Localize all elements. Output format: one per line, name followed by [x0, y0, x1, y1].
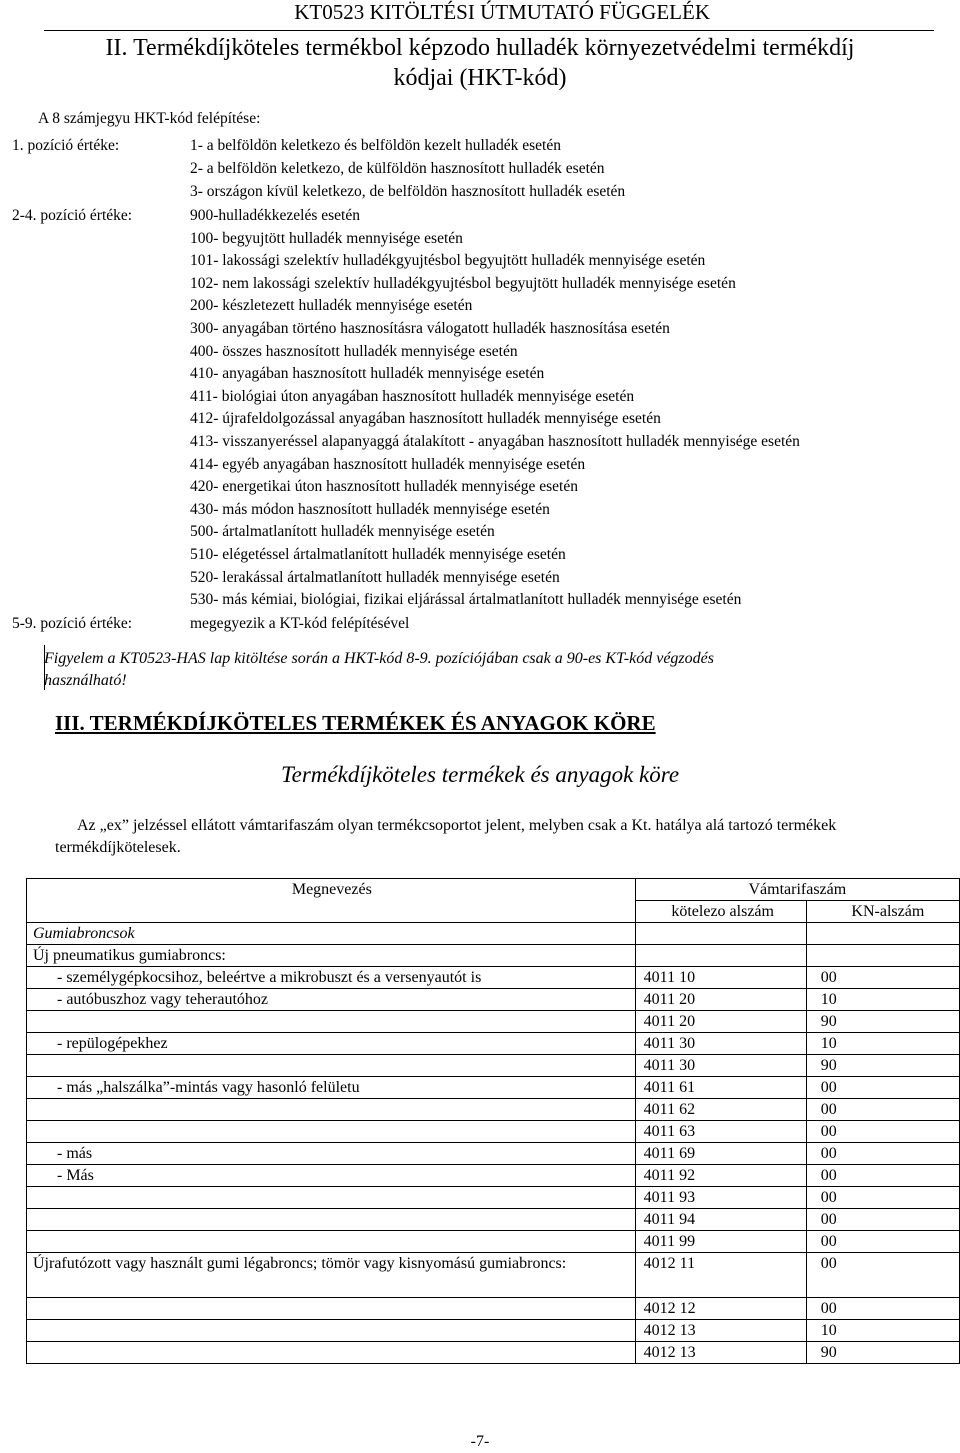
- position-code-item: 420- energetikai úton hasznosított hulladék mennyisége esetén: [190, 478, 578, 496]
- row-name: [27, 1099, 636, 1121]
- pos59-value: megegyezik a KT-kód felépítésével: [190, 615, 410, 632]
- position-code-item: 1- a belföldön keletkezo és belföldön kezelt hulladék esetén: [190, 137, 561, 154]
- table-row: [27, 1099, 960, 1121]
- row-mandatory-code: 4011 92: [635, 1165, 806, 1187]
- table-row: [27, 1121, 960, 1143]
- row-kn-code: 00: [806, 1077, 959, 1099]
- row-kn-code: 10: [806, 989, 959, 1011]
- position-code-item: 412- újrafeldolgozással anyagában hasznosított hulladék mennyisége esetén: [190, 410, 661, 428]
- position-code-item: 411- biológiai úton anyagában hasznosított hulladék mennyisége esetén: [190, 387, 635, 405]
- table-row: [27, 1253, 960, 1298]
- row-name: [27, 1187, 636, 1209]
- position-code-item: 900-hulladékkezelés esetén: [190, 207, 360, 224]
- page-number: -7-: [470, 1433, 490, 1450]
- row-mandatory-code: 4012 11: [635, 1253, 806, 1298]
- position-code-item: 100- begyujtött hulladék mennyisége esetén: [190, 229, 463, 247]
- table-row: [27, 1055, 960, 1077]
- table-row: [27, 967, 960, 989]
- row-name: Új pneumatikus gumiabroncs:: [27, 945, 636, 967]
- row-name: - személygépkocsihoz, beleértve a mikrobuszt és a versenyautót is: [27, 967, 636, 989]
- table-row: [27, 1033, 960, 1055]
- position-code-item: 510- elégetéssel ártalmatlanított hulladék mennyisége esetén: [190, 546, 566, 563]
- position-code-item: 102- nem lakossági szelektív hulladékgyujtésbol begyujtött hulladék mennyisége esetén: [190, 274, 736, 292]
- row-name: Újrafutózott vagy használt gumi légabroncs; tömör vagy kisnyomású gumiabroncs:: [27, 1253, 636, 1298]
- position-code-item: 430- más módon hasznosított hulladék mennyisége esetén: [190, 500, 550, 518]
- section3-subtitle: Termékdíjköteles termékek és anyagok köre: [280, 762, 680, 787]
- position-code-item: 400- összes hasznosított hulladék mennyisége esetén: [190, 342, 518, 360]
- section3-title: III. TERMÉKDÍJKÖTELES TERMÉKEK ÉS ANYAGOK KÖRE: [55, 711, 656, 735]
- row-name: - más: [27, 1143, 636, 1165]
- running-header: KT0523 KITÖLTÉSI ÚTMUTATÓ FÜGGELÉK: [294, 0, 710, 24]
- table-row: [27, 1077, 960, 1099]
- table-row: [27, 1342, 960, 1364]
- row-mandatory-code: 4011 20: [635, 989, 806, 1011]
- row-mandatory-code: [635, 923, 806, 945]
- row-mandatory-code: 4011 99: [635, 1231, 806, 1253]
- hkt-structure-label: A 8 számjegyu HKT-kód felépítése:: [38, 110, 261, 127]
- row-mandatory-code: 4011 30: [635, 1055, 806, 1077]
- row-name: Gumiabroncsok: [27, 923, 636, 945]
- pos24-label: 2-4. pozíció értéke:: [12, 207, 133, 224]
- position-code-item: 414- egyéb anyagában hasznosított hulladék mennyisége esetén: [190, 455, 586, 473]
- position-code-item: 500- ártalmatlanított hulladék mennyisége esetén: [190, 523, 495, 541]
- position-code-item: 300- anyagában történo hasznosításra válogatott hulladék hasznosítása esetén: [190, 320, 670, 337]
- row-mandatory-code: 4011 63: [635, 1121, 806, 1143]
- row-kn-code: 00: [806, 1187, 959, 1209]
- pos59-label: 5-9. pozíció értéke:: [12, 615, 133, 632]
- row-kn-code: 00: [806, 1099, 959, 1121]
- table-row: [27, 1187, 960, 1209]
- row-kn-code: 90: [806, 1011, 959, 1033]
- col-tariff-header: Vámtarifaszám: [635, 879, 959, 901]
- position-code-item: 410- anyagában hasznosított hulladék mennyisége esetén: [190, 365, 545, 383]
- row-kn-code: 00: [806, 1165, 959, 1187]
- table-row: [27, 989, 960, 1011]
- row-name: [27, 1320, 636, 1342]
- row-kn-code: 10: [806, 1033, 959, 1055]
- row-mandatory-code: 4011 93: [635, 1187, 806, 1209]
- product-table: [26, 878, 960, 1364]
- table-row: [27, 1209, 960, 1231]
- row-mandatory-code: 4011 69: [635, 1143, 806, 1165]
- row-kn-code: 00: [806, 1121, 959, 1143]
- row-mandatory-code: 4011 61: [635, 1077, 806, 1099]
- row-mandatory-code: 4011 20: [635, 1011, 806, 1033]
- note-line1: Figyelem a KT0523-HAS lap kitöltése során a HKT-kód 8-9. pozíciójában csak a 90-es KT-kód végzodés: [44, 650, 714, 667]
- table-row: [27, 1231, 960, 1253]
- note-line2: használható!: [44, 672, 127, 689]
- row-mandatory-code: 4011 94: [635, 1209, 806, 1231]
- table-row: [27, 1165, 960, 1187]
- row-kn-code: 00: [806, 967, 959, 989]
- position-code-item: 101- lakossági szelektív hulladékgyujtésbol begyujtött hulladék mennyisége esetén: [190, 252, 706, 270]
- row-mandatory-code: 4011 62: [635, 1099, 806, 1121]
- position-code-item: 3- országon kívül keletkezo, de belföldön hasznosított hulladék esetén: [190, 183, 626, 200]
- row-name: [27, 1011, 636, 1033]
- position-code-item: 520- lerakással ártalmatlanított hulladék mennyisége esetén: [190, 568, 560, 586]
- row-mandatory-code: 4012 12: [635, 1298, 806, 1320]
- position-code-item: 200- készletezett hulladék mennyisége esetén: [190, 297, 473, 315]
- col-kn-header: KN-alszám: [806, 901, 959, 923]
- table-body: [27, 923, 960, 1364]
- position-code-item: 530- más kémiai, biológiai, fizikai eljárással ártalmatlanított hulladék mennyisége esetén: [190, 591, 742, 609]
- row-kn-code: 00: [806, 1231, 959, 1253]
- row-mandatory-code: [635, 945, 806, 967]
- row-kn-code: 00: [806, 1143, 959, 1165]
- row-name: [27, 1231, 636, 1253]
- row-mandatory-code: 4012 13: [635, 1342, 806, 1364]
- row-kn-code: [806, 945, 959, 967]
- table-row: [27, 1143, 960, 1165]
- section3-intro: Az „ex” jelzéssel ellátott vámtarifaszám olyan termékcsoportot jelent, melyben csak a Kt. hatálya alá tartozó termékek termékdíjkötelesek.: [55, 817, 837, 856]
- table-row: [27, 1298, 960, 1320]
- col-name-header-cont: [27, 901, 636, 923]
- row-kn-code: 90: [806, 1342, 959, 1364]
- row-name: [27, 1121, 636, 1143]
- row-kn-code: 90: [806, 1055, 959, 1077]
- row-mandatory-code: 4011 30: [635, 1033, 806, 1055]
- row-kn-code: 00: [806, 1298, 959, 1320]
- row-mandatory-code: 4012 13: [635, 1320, 806, 1342]
- position-code-item: 413- visszanyeréssel alapanyaggá átalakított - anyagában hasznosított hulladék mennyisége esetén: [190, 433, 800, 450]
- table-row: [27, 1011, 960, 1033]
- row-kn-code: 10: [806, 1320, 959, 1342]
- header-rule: [44, 30, 934, 31]
- row-name: [27, 1298, 636, 1320]
- row-mandatory-code: 4011 10: [635, 967, 806, 989]
- row-name: [27, 1209, 636, 1231]
- row-name: - más „halszálka”-mintás vagy hasonló felületu: [27, 1077, 636, 1099]
- row-name: - autóbuszhoz vagy teherautóhoz: [27, 989, 636, 1011]
- row-kn-code: 00: [806, 1209, 959, 1231]
- row-name: [27, 1342, 636, 1364]
- table-row: [27, 1320, 960, 1342]
- row-name: [27, 1055, 636, 1077]
- col-mandatory-header: kötelezo alszám: [635, 901, 806, 923]
- table-row: [27, 945, 960, 967]
- row-name: - repülogépekhez: [27, 1033, 636, 1055]
- position-code-item: 2- a belföldön keletkezo, de külföldön hasznosított hulladék esetén: [190, 160, 605, 177]
- row-kn-code: 00: [806, 1253, 959, 1298]
- table-row: [27, 923, 960, 945]
- row-name: - Más: [27, 1165, 636, 1187]
- section2-title-line1: II. Termékdíjköteles termékbol képzodo hulladék környezetvédelmi termékdíj: [105, 35, 855, 61]
- col-name-header: Megnevezés: [27, 879, 636, 901]
- pos1-label: 1. pozíció értéke:: [12, 137, 120, 154]
- row-kn-code: [806, 923, 959, 945]
- section2-title-line2: kódjai (HKT-kód): [393, 65, 567, 91]
